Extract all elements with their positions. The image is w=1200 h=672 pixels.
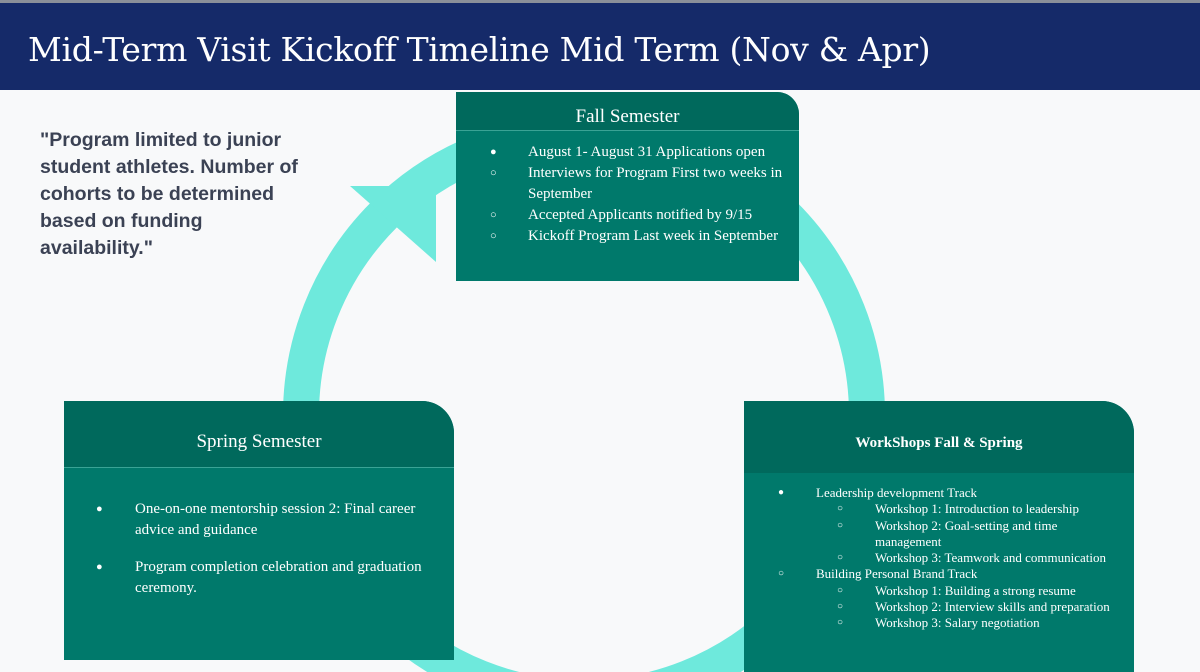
list-item-text: Workshop 3: Teamwork and communication [875, 550, 1107, 566]
fall-semester-header [456, 92, 799, 131]
list-item-text: August 1- August 31 Applications open [528, 144, 766, 160]
workshops-card [744, 401, 1134, 672]
spring-semester-header [64, 401, 454, 468]
slide-title: Mid-Term Visit Kickoff Timeline Mid Term (Nov & Apr) [28, 30, 931, 69]
spring-semester-list [64, 468, 454, 599]
list-item [456, 163, 799, 205]
bullet-hollow-icon: ○ [837, 601, 844, 613]
list-item [744, 501, 1134, 517]
list-item [744, 566, 1134, 582]
list-item [744, 599, 1134, 615]
list-item [744, 485, 1134, 501]
list-item [456, 205, 799, 226]
bullet-hollow-icon: ○ [490, 167, 497, 179]
workshops-header [744, 401, 1134, 473]
bullet-hollow-icon: ○ [837, 584, 844, 596]
list-item-text: Workshop 3: Salary negotiation [875, 615, 1040, 631]
spring-semester-title: Spring Semester [196, 431, 322, 452]
list-item-text: Kickoff Program Last week in September [528, 228, 779, 244]
fall-semester-list [456, 131, 799, 247]
list-item [64, 557, 454, 599]
bullet-hollow-icon: ○ [837, 519, 844, 531]
spring-semester-card [64, 401, 454, 660]
list-item [64, 499, 454, 541]
list-item-text: Program completion celebration and graduation ceremony. [135, 559, 422, 596]
list-item-text: Building Personal Brand Track [816, 566, 978, 582]
list-item-text: One-on-one mentorship session 2: Final career advice and guidance [135, 501, 416, 538]
list-item [744, 550, 1134, 566]
workshops-list [744, 473, 1134, 632]
list-item [456, 226, 799, 247]
list-item-text: Accepted Applicants notified by 9/15 [528, 207, 753, 223]
bullet-hollow-icon: ○ [837, 552, 844, 564]
list-item-text: Leadership development Track [816, 485, 978, 500]
bullet-hollow-icon: ○ [837, 617, 844, 629]
list-item [456, 142, 799, 163]
list-item-text: Workshop 2: Interview skills and preparation [875, 599, 1110, 615]
program-note-quote: "Program limited to junior student athletes. Number of cohorts to be determined based on funding availability." [40, 129, 298, 259]
fall-semester-card [456, 92, 799, 281]
list-item [744, 518, 1134, 551]
list-item-text: Workshop 1: Introduction to leadership [875, 501, 1080, 517]
bullet-filled-icon: ● [490, 146, 497, 158]
fall-semester-title: Fall Semester [575, 106, 680, 127]
workshops-title: WorkShops Fall & Spring [855, 435, 1023, 451]
bullet-filled-icon: ● [778, 487, 785, 498]
list-item [744, 583, 1134, 599]
bullet-filled-icon: ● [96, 503, 103, 515]
bullet-hollow-icon: ○ [490, 209, 497, 221]
bullet-filled-icon: ● [96, 561, 103, 573]
list-item-text: Workshop 2: Goal-setting and time management [875, 517, 1058, 549]
list-item-text: Interviews for Program First two weeks in September [528, 165, 783, 202]
bullet-hollow-icon: ○ [778, 568, 785, 580]
bullet-hollow-icon: ○ [490, 230, 497, 242]
bullet-hollow-icon: ○ [837, 503, 844, 515]
list-item-text: Workshop 1: Building a strong resume [875, 582, 1076, 598]
list-item [744, 615, 1134, 631]
